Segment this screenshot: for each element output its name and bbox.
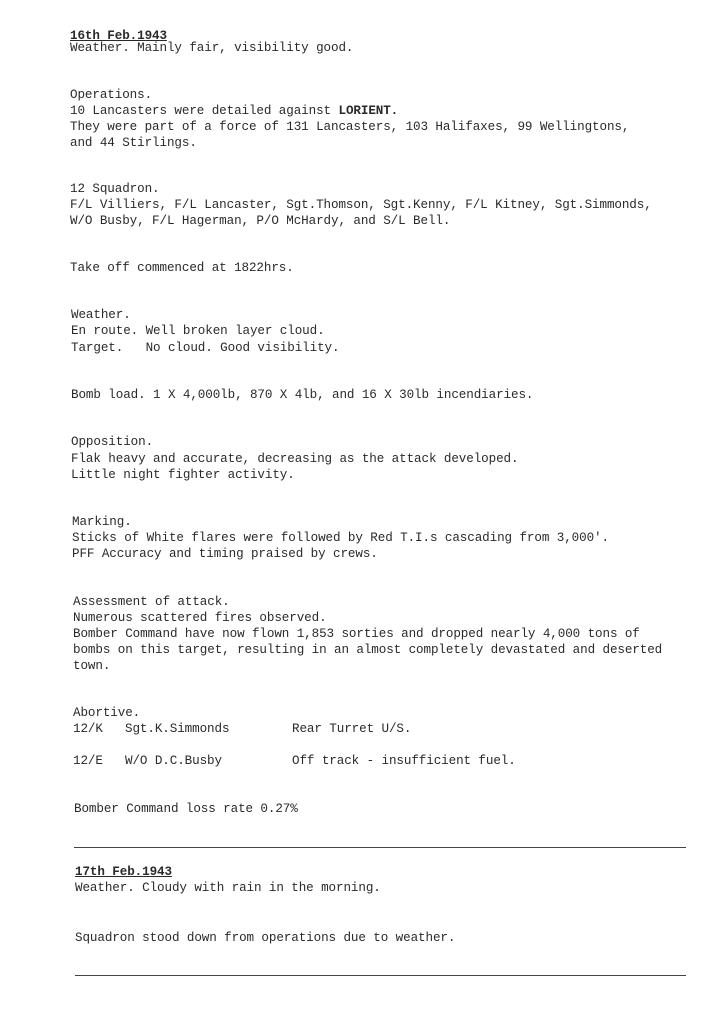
standdown-note: Squadron stood down from operations due to weather. [75, 931, 456, 945]
opposition-line: Little night fighter activity. [71, 468, 295, 482]
marking-heading: Marking. [72, 515, 132, 529]
entry-divider [75, 975, 686, 976]
assessment-line: town. [73, 659, 111, 673]
squadron-crew-line: F/L Villiers, F/L Lancaster, Sgt.Thomson, Sgt.Kenny, F/L Kitney, Sgt.Simmonds, [70, 198, 652, 212]
operations-target: LORIENT. [338, 104, 399, 118]
bomb-load: Bomb load. 1 X 4,000lb, 870 X 4lb, and 16 X 30lb incendiaries. [71, 388, 534, 402]
weather-summary: Weather. Cloudy with rain in the morning. [75, 881, 381, 895]
opposition-line: Flak heavy and accurate, decreasing as the attack developed. [71, 452, 519, 466]
abortive-aircraft: 12/E [73, 754, 103, 768]
assessment-line: Bomber Command have now flown 1,853 sorties and dropped nearly 4,000 tons of [73, 627, 640, 641]
abortive-aircraft: 12/K [73, 722, 103, 736]
weather-target: Target. No cloud. Good visibility. [71, 341, 340, 355]
squadron-heading: 12 Squadron. [70, 182, 160, 196]
operations-line: and 44 Stirlings. [70, 136, 197, 150]
weather-summary: Weather. Mainly fair, visibility good. [70, 41, 354, 55]
assessment-heading: Assessment of attack. [73, 595, 230, 609]
operations-line: 10 Lancasters were detailed against LORIENT. [70, 104, 399, 118]
marking-line: Sticks of White flares were followed by Red T.I.s cascading from 3,000'. [72, 531, 609, 545]
abortive-heading: Abortive. [73, 706, 141, 720]
loss-rate: Bomber Command loss rate 0.27% [74, 802, 298, 816]
operations-heading: Operations. [70, 88, 153, 102]
abortive-reason: Rear Turret U/S. [292, 722, 412, 736]
operations-line: They were part of a force of 131 Lancasters, 103 Halifaxes, 99 Wellingtons, [70, 120, 630, 134]
takeoff-time: Take off commenced at 1822hrs. [70, 261, 294, 275]
abortive-reason: Off track - insufficient fuel. [292, 754, 516, 768]
squadron-crew-line: W/O Busby, F/L Hagerman, P/O McHardy, and S/L Bell. [70, 214, 451, 228]
assessment-line: Numerous scattered fires observed. [73, 611, 327, 625]
weather-heading: Weather. [71, 308, 131, 322]
entry-divider [74, 847, 686, 848]
marking-line: PFF Accuracy and timing praised by crews. [72, 547, 378, 561]
abortive-crew: W/O D.C.Busby [125, 754, 222, 768]
abortive-crew: Sgt.K.Simmonds [125, 722, 230, 736]
assessment-line: bombs on this target, resulting in an almost completely devastated and deserted [73, 643, 663, 657]
entry-date: 17th Feb.1943 [75, 865, 172, 879]
weather-enroute: En route. Well broken layer cloud. [71, 324, 325, 338]
opposition-heading: Opposition. [71, 435, 154, 449]
entry-date: 16th Feb.1943 [70, 29, 167, 43]
